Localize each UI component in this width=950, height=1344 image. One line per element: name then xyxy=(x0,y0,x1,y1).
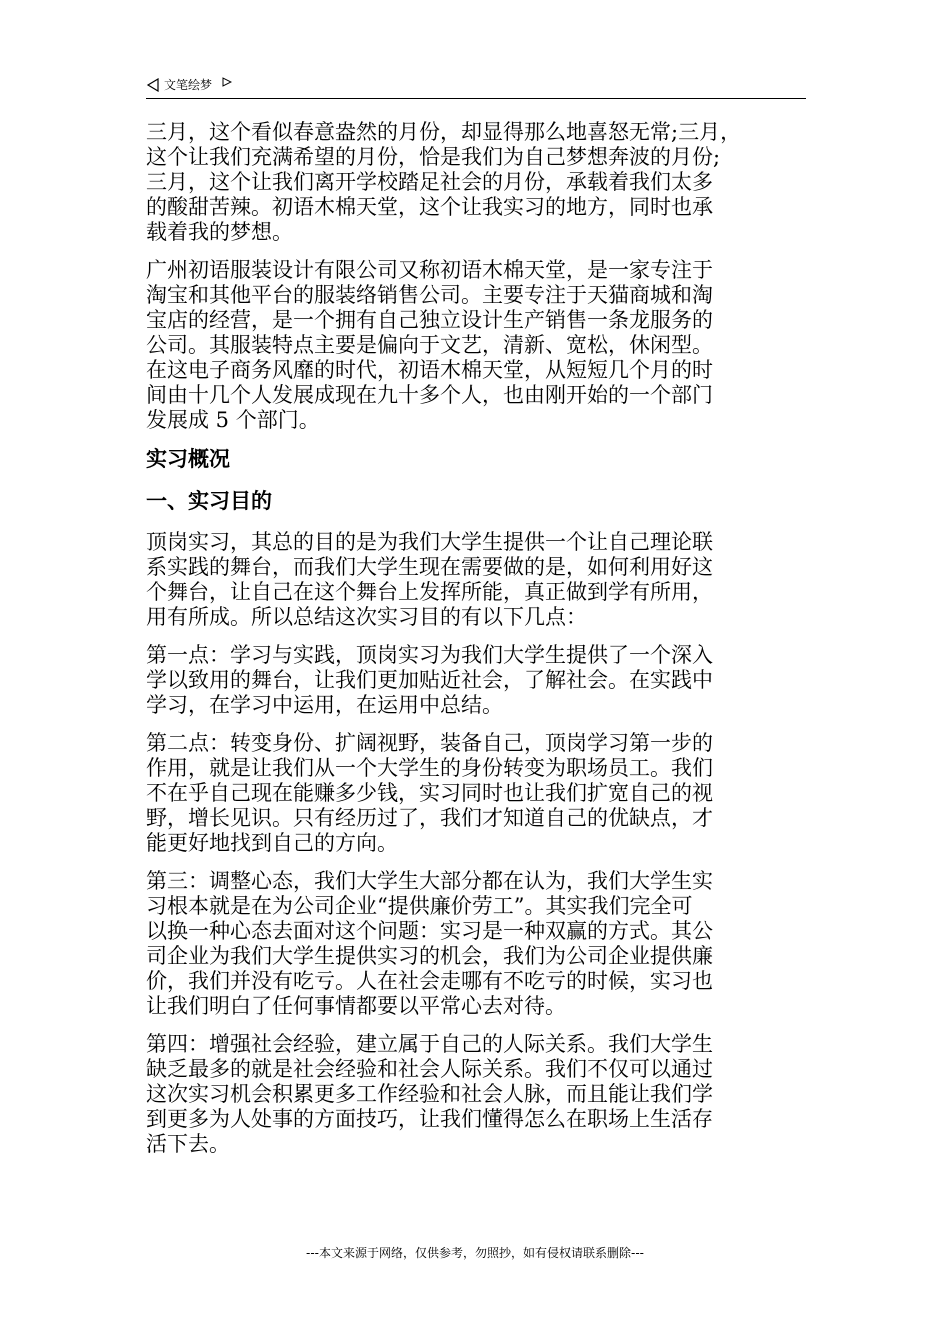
page-footer: ---本文来源于网络，仅供参考，勿照抄，如有侵权请联系删除--- xyxy=(306,1246,644,1260)
paragraph-company: 广州初语服装设计有限公司又称初语木棉天堂，是一家专注于 淘宝和其他平台的服装络销售公司。主要专注于天猫商城和淘 宝店的经营，是一个拥有自己独立设计生产销售一条龙服务的 公司。其服装特点主要是偏向于文艺，清新、宽松，休闲型。 在这电子商务风靡的时代，初语木棉天堂，从短短几个月的时 间由十几个人发展成现在九十多个人，也由刚开始的一个部门 发展成 5 个部门。 xyxy=(146,258,713,432)
paragraph-point-1: 第一点：学习与实践，顶岗实习为我们大学生提供了一个深入 学以致用的舞台，让我们更加贴近社会，了解社会。在实践中 学习，在学习中运用，在运用中总结。 xyxy=(146,643,713,717)
paragraph-point-2: 第二点：转变身份、扩阔视野，装备自己，顶岗学习第一步的 作用，就是让我们从一个大学生的身份转变为职场员工。我们 不在乎自己现在能赚多少钱，实习同时也让我们扩宽自己的视 野，增长见识。只有经历过了，我们才知道自己的优缺点，才 能更好地找到自己的方向。 xyxy=(146,731,713,855)
paragraph-intro: 三月，这个看似春意盎然的月份，却显得那么地喜怒无常;三月， 这个让我们充满希望的月份，恰是我们为自己梦想奔波的月份; 三月，这个让我们离开学校踏足社会的月份，承载着我们太多 的酸甜苦辣。初语木棉天堂，这个让我实习的地方，同时也承 载着我的梦想。 xyxy=(146,120,742,244)
page-header xyxy=(146,74,806,99)
paragraph-purpose: 顶岗实习，其总的目的是为我们大学生提供一个让自己理论联 系实践的舞台，而我们大学生现在需要做的是，如何利用好这 个舞台，让自己在这个舞台上发挥所能，真正做到学有所用， 用有所成。所以总结这次实习目的有以下几点： xyxy=(146,530,713,629)
subsection-heading: 一、实习目的 xyxy=(146,489,272,513)
triangle-right-icon xyxy=(222,77,232,87)
document-body xyxy=(146,120,810,1170)
section-heading: 实习概况 xyxy=(146,447,230,471)
triangle-left-icon xyxy=(146,78,160,92)
header-title: 文笔绘梦 xyxy=(164,78,213,92)
paragraph-point-3: 第三：调整心态，我们大学生大部分都在认为，我们大学生实 习根本就是在为公司企业“提供廉价劳工”。其实我们完全可 以换一种心态去面对这个问题：实习是一种双赢的方式。其公 司企业为我们大学生提供实习的机会，我们为公司企业提供廉 价，我们并没有吃亏。人在社会走哪有不吃亏的时候，实习也 让我们明白了任何事情都要以平常心去对待。 xyxy=(146,869,713,1018)
header-brand xyxy=(146,76,232,93)
paragraph-point-4: 第四：增强社会经验，建立属于自己的人际关系。我们大学生 缺乏最多的就是社会经验和社会人际关系。我们不仅可以通过 这次实习机会积累更多工作经验和社会人脉，而且能让我们学 到更多为人处事的方面技巧，让我们懂得怎么在职场上生活存 活下去。 xyxy=(146,1032,713,1156)
